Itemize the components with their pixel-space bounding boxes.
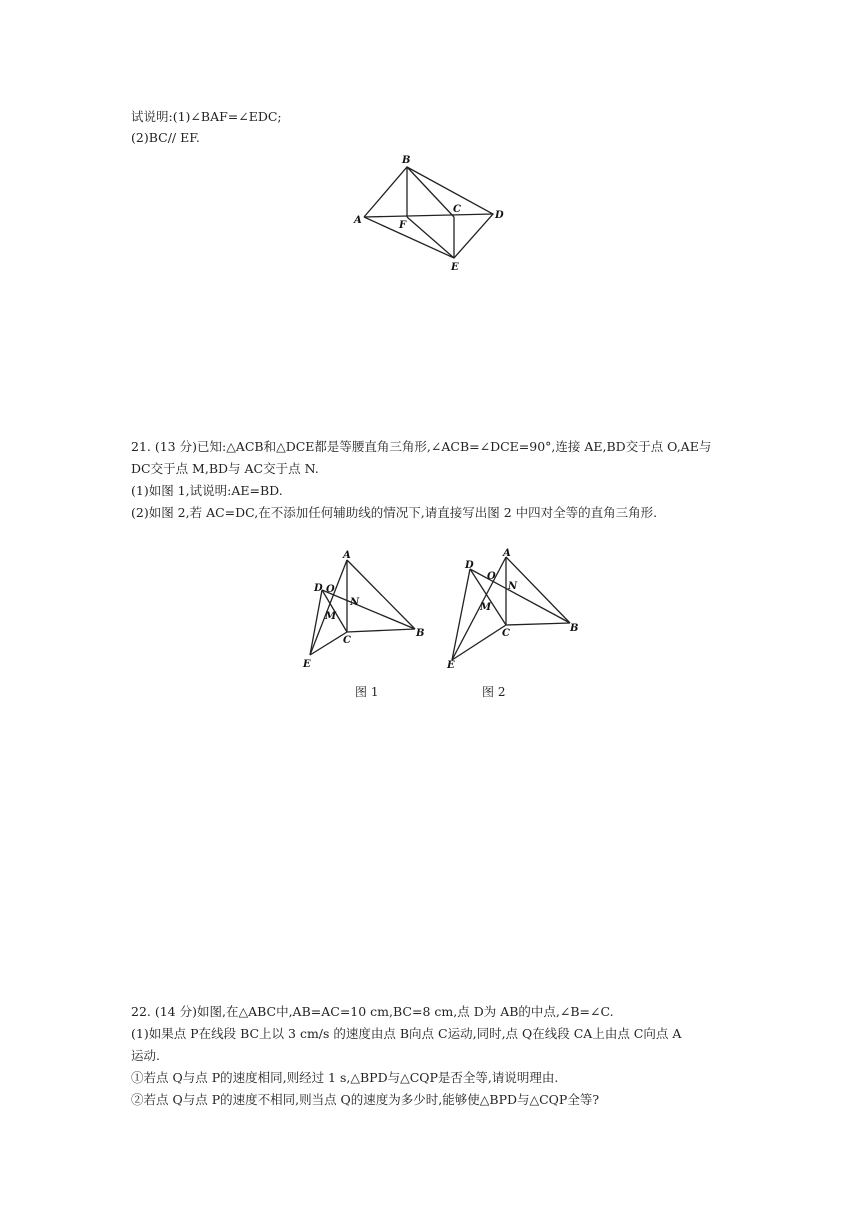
fig3-label-a: A	[503, 548, 511, 559]
q21-line-3: (1)如图 1,试说明:AE=BD.	[131, 483, 283, 498]
fig1-label-f: F	[399, 220, 407, 231]
q22-line-5: ②若点 Q与点 P的速度不相同,则当点 Q的速度为多少时,能够使△BPD与△CQP全等?	[131, 1092, 600, 1107]
fig2-ec	[310, 632, 347, 655]
fig1-bc	[407, 167, 454, 217]
fig3-label-e: E	[447, 660, 455, 670]
fig1-label-c: C	[453, 204, 461, 215]
fig3-label-c: C	[502, 628, 510, 639]
fig2-ab	[347, 560, 415, 629]
fig1-label-d: D	[495, 210, 504, 221]
q21-line-4: (2)如图 2,若 AC=DC,在不添加任何辅助线的情况下,请直接写出图 2 中四对全等的直角三角形.	[131, 505, 658, 520]
fig3-ec	[452, 625, 506, 660]
figure-q21-2	[440, 545, 590, 670]
q20-line-2: (2)BC// EF.	[131, 130, 200, 145]
q22-line-4: ①若点 Q与点 P的速度相同,则经过 1 s,△BPD与△CQP是否全等,请说明理由.	[131, 1070, 559, 1085]
fig2-label-d: D	[314, 583, 323, 594]
fig3-label-d: D	[465, 560, 474, 571]
fig2-label-c: C	[343, 635, 351, 646]
fig2-cb	[347, 629, 415, 632]
q22-line-2: (1)如果点 P在线段 BC上以 3 cm/s 的速度由点 B向点 C运动,同时,点 Q在线段 CA上由点 C向点 A	[131, 1026, 682, 1041]
fig1-outline	[364, 167, 493, 258]
fig3-ae	[452, 557, 506, 660]
figure-q21-1	[295, 545, 435, 670]
fig1-label-e: E	[451, 262, 459, 273]
fig2-de	[310, 590, 322, 655]
fig2-label-o: O	[326, 584, 335, 595]
fig2-label-b: B	[416, 628, 425, 639]
q22-line-3: 运动.	[131, 1048, 160, 1063]
fig3-label-b: B	[570, 623, 579, 634]
q20-line-1: 试说明:(1)∠BAF=∠EDC;	[131, 109, 282, 124]
fig3-cb	[506, 623, 570, 625]
fig3-label-m: M	[480, 602, 492, 613]
fig3-de	[452, 569, 470, 660]
fig2-label-e: E	[303, 659, 311, 670]
fig1-label-a: A	[354, 215, 362, 226]
figure-caption-1: 图 1	[355, 685, 379, 699]
fig2-label-a: A	[343, 550, 351, 561]
fig3-label-o: O	[487, 571, 496, 582]
q22-line-1: 22. (14 分)如图,在△ABC中,AB=AC=10 cm,BC=8 cm,点 D为 AB的中点,∠B=∠C.	[131, 1004, 614, 1019]
fig2-label-n: N	[350, 597, 360, 608]
q21-line-2: DC交于点 M,BD与 AC交于点 N.	[131, 461, 319, 476]
fig2-label-m: M	[325, 611, 337, 622]
fig1-label-b: B	[402, 155, 411, 166]
figure-caption-2: 图 2	[482, 685, 506, 699]
fig1-fe	[407, 217, 454, 258]
fig3-label-n: N	[508, 581, 518, 592]
fig2-db	[322, 590, 415, 629]
fig1-ad	[364, 214, 493, 217]
figure-q20	[350, 150, 510, 275]
fig2-ae	[310, 560, 347, 655]
q21-line-1: 21. (13 分)已知:△ACB和△DCE都是等腰直角三角形,∠ACB=∠DCE=90°,连接 AE,BD交于点 O,AE与	[131, 439, 712, 454]
